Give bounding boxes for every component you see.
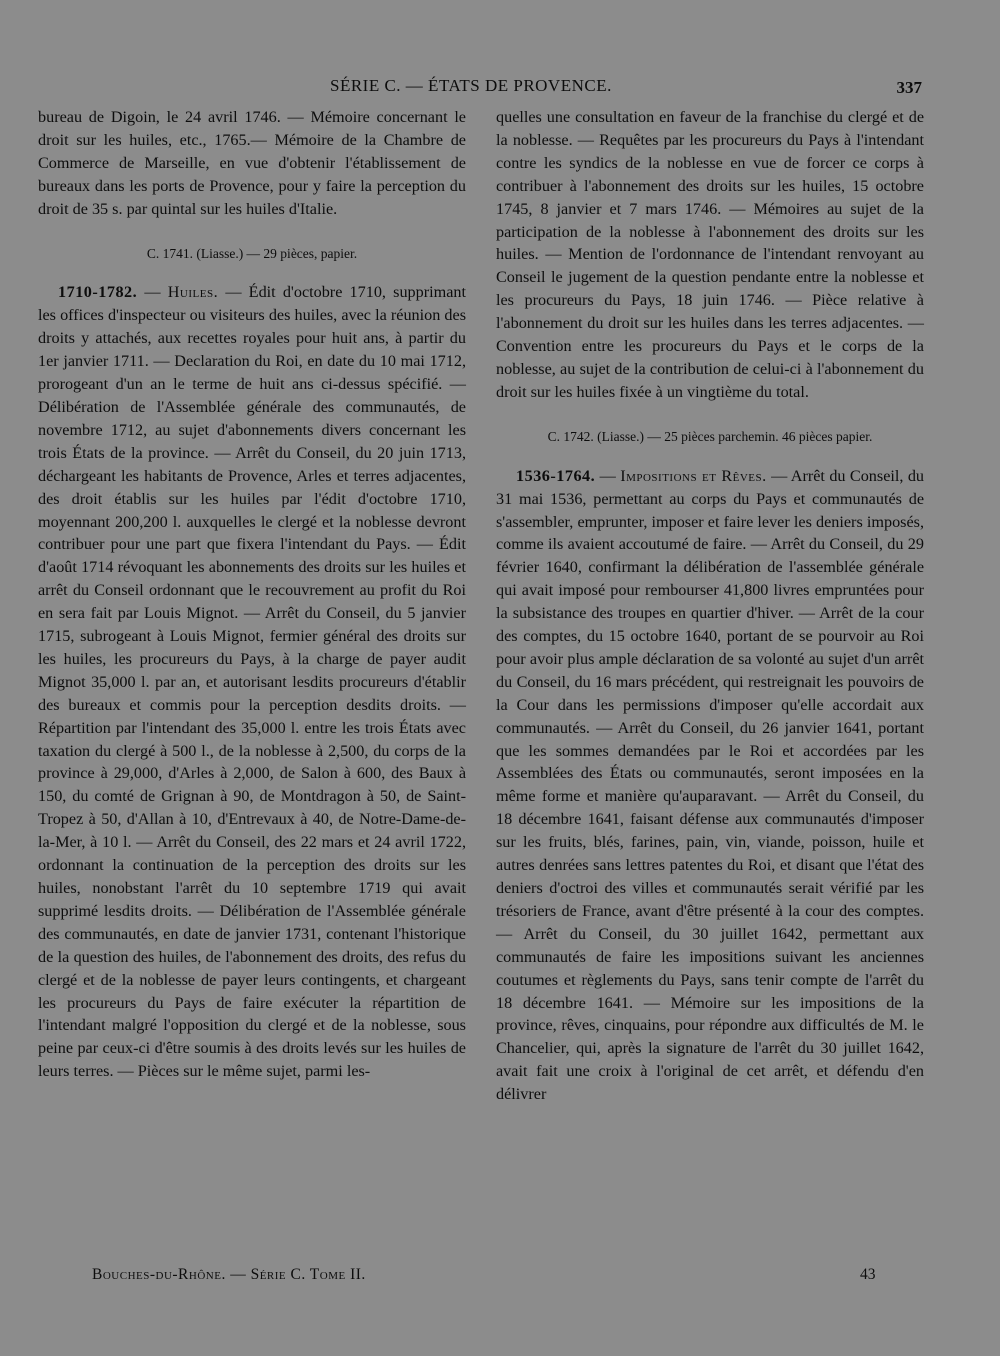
archive-reference: C. 1742. (Liasse.) — 25 pièces parchemin. 46 pièces papier. [547, 428, 873, 444]
entry-subject: Huiles. [167, 283, 219, 302]
page-number: 337 [896, 78, 922, 97]
archive-reference: C. 1741. (Liasse.) — 29 pièces, papier. [146, 245, 358, 261]
page-footer [0, 1266, 1000, 1290]
continuation-paragraph: bureau de Digoin, le 24 avril 1746. — Mémoire concernant le droit sur les huiles, etc., 1765.— Mémoire de la Chambre de Commerce de Marseille, en vue d'obtenir l'établissement de bureaux dans les ports de Provence, pour y faire la perception du droit de 35 s. par quintal sur les huiles d'Italie. [38, 108, 466, 218]
entry-date: 1536-1764. [516, 466, 596, 485]
left-column [38, 106, 466, 1083]
footer-volume: Bouches-du-Rhône. — Série C. Tome II. [92, 1266, 366, 1283]
signature-number: 43 [860, 1266, 876, 1283]
right-column [496, 106, 924, 1106]
entry-subject: Impositions et Rêves. [620, 466, 767, 485]
entry-text: — Édit d'octobre 1710, supprimant les offices d'inspecteur ou visiteurs des huiles, avec la réunion des droits y attachés, aux recettes royales pour huit ans, à partir du 1er janvier 1711. — Declaration du Roi, en date du 10 mai 1712, prorogeant d'un an le terme de huit ans ci-dessus spécifié. — Délibération de l'Assemblée générale des communautés, de novembre 1712, au sujet d'abonnements divers concernant les trois États de la province. — Arrêt du Conseil, du 20 juin 1713, déchargeant les habitants de Provence, Arles et terres adjacentes, des droit établis sur les huiles par l'édit d'octobre 1710, moyennant 200,200 l. auxquelles le clergé et la noblesse devront contribuer pour une part que fixera l'intendant du Pays. — Édit d'août 1714 révoquant les abonnements des droits sur les huiles et arrêt du Conseil ordonnant que le recouvrement au profit du Roi en sera fait par Louis Mignot. — Arrêt du Conseil, du 5 janvier 1715, subrogeant à Louis Mignot, fermier général des droits sur les huiles, les procureurs du Pays, à la charge de payer audit Mignot 35,000 l. par an, et autorisant lesdits procureurs d'établir des bureaux et commis pour la perception desdits droits. — Répartition par l'intendant des 35,000 l. entre les trois États avec taxation du clergé à 500 l., de la noblesse à 2,500, du corps de la province à 29,000, d'Arles à 2,000, de Salon à 600, des Baux à 150, du comté de Grignan à 90, de Montdragon à 50, de Saint-Tropez à 50, d'Allan à 10, d'Entrevaux à 40, de Notre-Dame-de-la-Mer, à 10 l. — Arrêt du Conseil, des 22 mars et 24 avril 1722, ordonnant la continuation de la perception des droits sur les huiles, nonobstant l'arrêt du 10 septembre 1719 qui avait supprimé lesdits droits. — Délibération de l'Assemblée générale des communautés, en date de janvier 1731, contenant l'historique de la question des huiles, de l'abonnement des droits, des refus du clergé et de la noblesse de payer leurs contingents, et chargeant les procureurs du Pays de faire exécuter la répartition de l'intendant malgré l'opposition du clergé et de la noblesse, sous peine par ceux-ci d'être soumis à des droits levés sur les huiles de leurs terres. — Pièces sur le même sujet, parmi les- [38, 283, 466, 1081]
continuation-paragraph: quelles une consultation en faveur de la franchise du clergé et de la noblesse. — Requêtes par les procureurs du Pays à l'intendant contre les syndics de la noblesse en vue de forcer ce corps à contribuer à l'abonnement des droits sur les huiles, 15 octobre 1745, 8 janvier et 7 mars 1746. — Mémoires au sujet de la participation de la noblesse à l'abonnement des droits sur les huiles. — Mention de l'ordonnance de l'intendant renvoyant au Conseil le jugement de la question pendante entre la noblesse et les procureurs du Pays, 18 juin 1746. — Pièce relative à l'abonnement du droit sur les huiles dans les terres adjacentes. — Convention entre les procureurs du Pays et le corps de la noblesse, au sujet de la contribution de celui-ci à l'abonnement du droit sur les huiles fixée à un vingtième du total. [496, 108, 924, 401]
inventory-entry [38, 281, 466, 1083]
inventory-entry [496, 465, 924, 1106]
entry-text: — Arrêt du Conseil, du 31 mai 1536, permettant au corps du Pays et communautés de s'assembler, emprunter, imposer et faire lever les deniers imposés, comme ils avaient accoutumé de faire. — Arrêt du Conseil, du 29 février 1640, confirmant la délibération de l'assemblée générale qui avait imposé pour rembourser 41,800 livres empruntées pour la subsistance des troupes en quartier d'hiver. — Arrêt de la cour des comptes, du 15 octobre 1640, portant de se pourvoir au Roi pour avoir plus ample déclaration de sa volonté au sujet d'un arrêt du Conseil, du 16 mars précédent, qui restreignait les pouvoirs de la Cour dans les permissions d'imposer qu'elle accordait aux communautés. — Arrêt du Conseil, du 26 janvier 1641, portant que les sommes demandées par le Roi et accordées par les Assemblées des États ou communautés, seront imposées en la même forme et manière qu'auparavant. — Arrêt du Conseil, du 18 décembre 1641, faisant défense aux communautés d'imposer sur les fruits, blés, farines, pain, vin, viande, poisson, huile et autres denrées sans lettres patentes du Roi, et disant que l'état des deniers d'octroi des villes et communautés serait vérifié par les trésoriers de France, avant d'être présenté à la cour des comptes. — Arrêt du Conseil, du 30 juillet 1642, permettant aux communautés de faire les impositions suivant les anciennes coutumes et règlements du Pays, sans tenir compte de l'arrêt du 18 décembre 1641. — Mémoire sur les impositions de la province, rêves, cinquains, pour répondre aux difficultés de M. le Chancelier, qui, après la signature de l'arrêt du 30 juillet 1642, avait fait une croix à l'original de cet arrêt, et défendu d'en délivrer [496, 466, 925, 1104]
running-title: SÉRIE C. — ÉTATS DE PROVENCE. [330, 76, 612, 95]
entry-dash: — [137, 283, 168, 302]
page-header [0, 76, 1000, 102]
entry-date: 1710-1782. [58, 283, 138, 302]
entry-dash: — [595, 466, 621, 485]
